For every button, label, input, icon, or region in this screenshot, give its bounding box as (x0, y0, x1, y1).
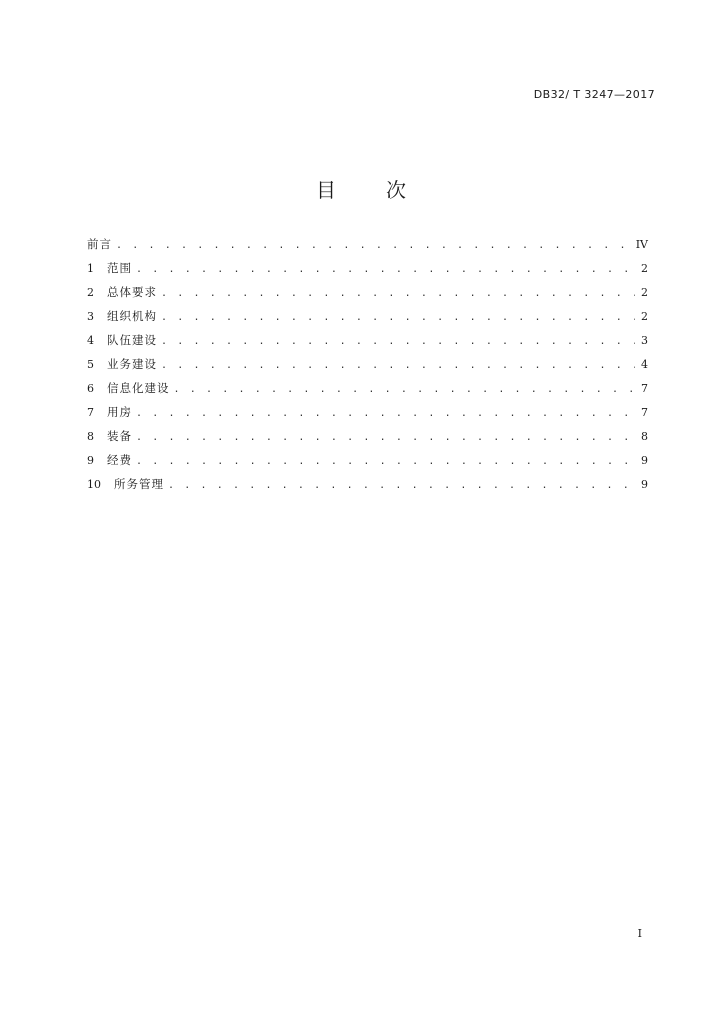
toc-entry-title: 所务管理 (114, 477, 164, 491)
toc-entry-3[interactable] (87, 304, 648, 328)
toc-dot-leader (168, 474, 635, 498)
toc-entry-number: 4 (87, 334, 94, 347)
toc-entry-title: 队伍建设 (107, 333, 157, 347)
title-char-1: 目 (316, 178, 338, 202)
page-title (0, 174, 724, 203)
toc-dot-leader (136, 258, 635, 282)
toc-entry-number: 10 (87, 478, 101, 491)
toc-entry-page: 7 (641, 382, 648, 395)
toc-dot-leader (136, 450, 635, 474)
toc-entry-7[interactable] (87, 400, 648, 424)
toc-entry-title: 组织机构 (107, 309, 157, 323)
toc-entry-9[interactable] (87, 448, 648, 472)
toc-dot-leader (161, 282, 635, 306)
toc-entry-page: 2 (641, 262, 648, 275)
toc-entry-number: 8 (87, 430, 94, 443)
toc-dot-leader (161, 306, 635, 330)
toc-entry-page: 9 (641, 454, 648, 467)
toc-entry-number: 3 (87, 310, 94, 323)
toc-entry-page: 2 (641, 310, 648, 323)
toc-entry-page: 2 (641, 286, 648, 299)
toc-entry-title: 前言 (87, 237, 112, 251)
toc-dot-leader (161, 354, 635, 378)
toc-entry-number: 6 (87, 382, 94, 395)
toc-entry-number: 5 (87, 358, 94, 371)
toc-entry-number: 9 (87, 454, 94, 467)
toc-entry-title: 经费 (107, 453, 132, 467)
toc-entry-8[interactable] (87, 424, 648, 448)
toc-entry-page: 4 (641, 358, 648, 371)
toc-dot-leader (161, 330, 635, 354)
toc-entry-title: 信息化建设 (107, 381, 170, 395)
toc-entry-number: 1 (87, 262, 94, 275)
toc-entry-4[interactable] (87, 328, 648, 352)
title-char-2: 次 (386, 178, 408, 202)
toc-entry-number: 7 (87, 406, 94, 419)
toc-entry-preface[interactable] (87, 232, 648, 256)
toc-dot-leader (174, 378, 636, 402)
toc-entry-page: IV (635, 238, 648, 251)
page-number: I (637, 927, 642, 940)
toc-entry-page: 7 (641, 406, 648, 419)
toc-entry-number: 2 (87, 286, 94, 299)
toc-entry-page: 3 (641, 334, 648, 347)
toc-entry-title: 范围 (107, 261, 132, 275)
toc-dot-leader (136, 426, 635, 450)
toc-entry-2[interactable] (87, 280, 648, 304)
toc-entry-title: 业务建设 (107, 357, 157, 371)
toc-dot-leader (116, 234, 630, 258)
toc-entry-page: 9 (641, 478, 648, 491)
table-of-contents (87, 232, 648, 496)
toc-entry-1[interactable] (87, 256, 648, 280)
toc-entry-title: 装备 (107, 429, 132, 443)
toc-dot-leader (136, 402, 635, 426)
toc-entry-5[interactable] (87, 352, 648, 376)
toc-entry-6[interactable] (87, 376, 648, 400)
standard-code: DB32/ T 3247—2017 (533, 88, 655, 101)
toc-entry-title: 总体要求 (107, 285, 157, 299)
toc-entry-page: 8 (641, 430, 648, 443)
toc-entry-title: 用房 (107, 405, 132, 419)
toc-entry-10[interactable] (87, 472, 648, 496)
